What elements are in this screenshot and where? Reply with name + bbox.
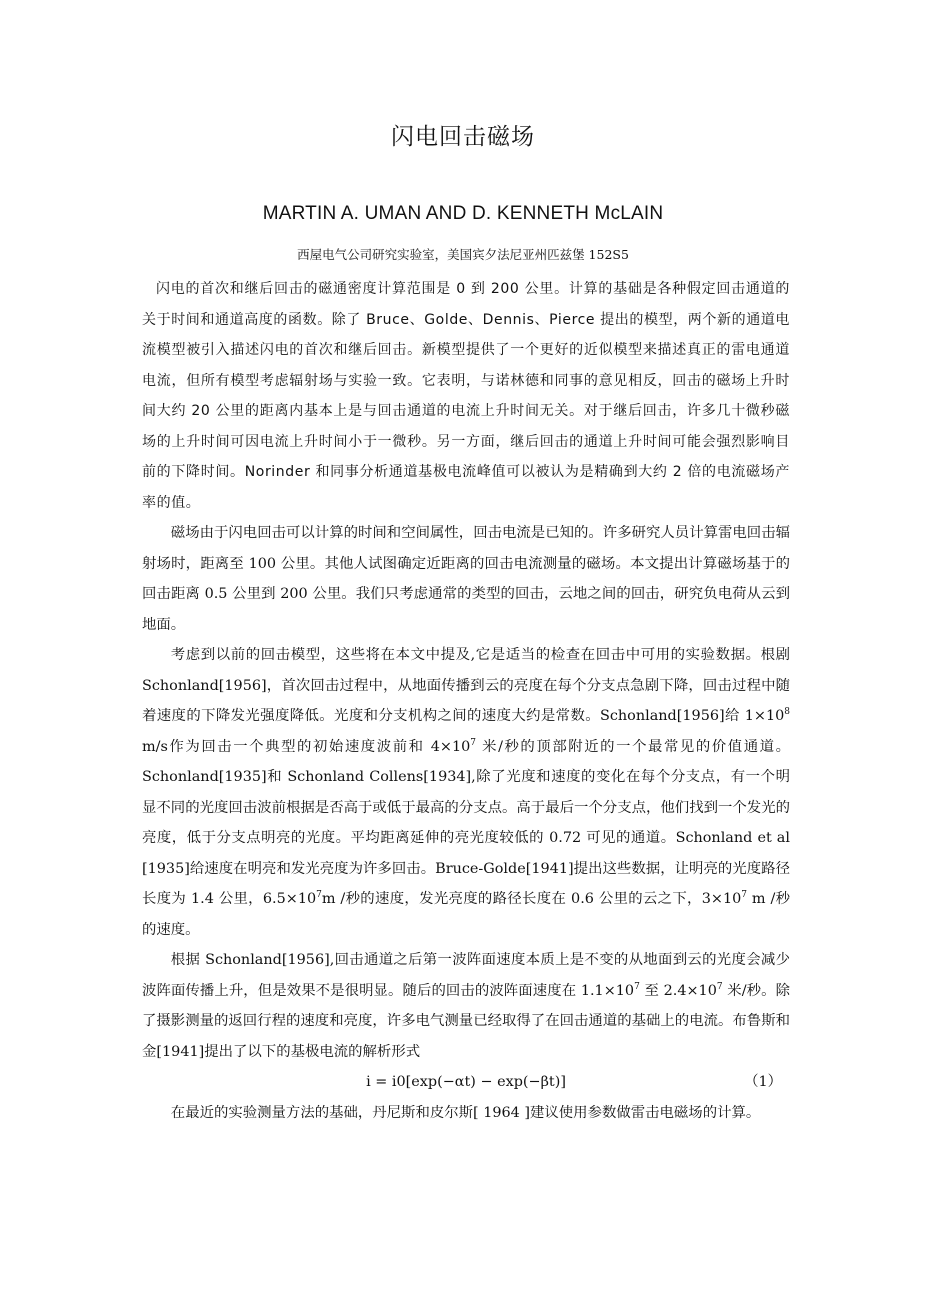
equation-text: i = i0[exp(−αt) − exp(−βt)] xyxy=(366,1074,566,1090)
author-affiliation: 西屋电气公司研究实验室，美国宾夕法尼亚州匹兹堡 152S5 xyxy=(297,247,629,262)
paper-body xyxy=(142,274,790,1128)
paper-authors: MARTIN A. UMAN AND D. KENNETH McLAIN xyxy=(262,203,664,224)
body-paragraph-3: 根据 Schonland[1956],回击通道之后第一波阵面速度本质上是不变的从地面到云的光度会减少波阵面传播上升，但是效果不是很明显。随后的回击的波阵面速度在 $1.1\times 10^7$ 至 $2.4\times 10^7$ 米/秒。除了摄影测量的返回行程的速度和亮度，许多电气测量已经取得了在回击通道的基础上的电流。布鲁斯和金[1941]提出了以下的基极电流的解析形式 xyxy=(142,952,790,1060)
paper-title: 闪电回击磁场 xyxy=(391,124,535,150)
equation-1 xyxy=(142,1067,790,1098)
body-paragraph-1: 磁场由于闪电回击可以计算的时间和空间属性，回击电流是已知的。许多研究人员计算雷电回击辐射场时，距离至 100 公里。其他人试图确定近距离的回击电流测量的磁场。本文提出计算磁场基于的回击距离 0.5 公里到 200 公里。我们只考虑通常的类型的回击，云地之间的回击，研究负电荷从云到地面。 xyxy=(142,525,790,633)
abstract-paragraph: 闪电的首次和继后回击的磁通密度计算范围是 0 到 200 公里。计算的基础是各种假定回击通道的关于时间和通道高度的函数。除了 Bruce、Golde、Dennis、Pierce 提出的模型，两个新的通道电流模型被引入描述闪电的首次和继后回击。新模型提供了一个更好的近似模型来描述真正的雷电通道电流，但所有模型考虑辐射场与实验一致。它表明，与诺林德和同事的意见相反，回击的磁场上升时间大约 20 公里的距离内基本上是与回击通道的电流上升时间无关。对于继后回击，许多几十微秒磁场的上升时间可因电流上升时间小于一微秒。另一方面，继后回击的通道上升时间可能会强烈影响目前的下降时间。Norinder 和同事分析通道基极电流峰值可以被认为是精确到大约 2 倍的电流磁场产率的值。 xyxy=(142,281,790,511)
body-paragraph-2: 考虑到以前的回击模型，这些将在本文中提及,它是适当的检查在回击中可用的实验数据。根剧 Schonland[1956]，首次回击过程中，从地面传播到云的亮度在每个分支点急剧下降，回击过程中随着速度的下降发光强度降低。光度和分支机构之间的速度大约是常数。Schonland[1956]给 $1\times 10^8$ m/s作为回击一个典型的初始速度波前和 $4\times 10^7$ 米/秒的顶部附近的一个最常见的价值通道。Schonland[1935]和 Schonland Collens[1934],除了光度和速度的变化在每个分支点，有一个明显不同的光度回击波前根据是否高于或低于最高的分支点。高于最后一个分支点，他们找到一个发光的亮度，低于分支点明亮的光度。平均距离延伸的亮光度较低的 0.72 可见的通道。Schonland et al [1935]给速度在明亮和发光亮度为许多回击。Bruce-Golde[1941]提出这些数据，让明亮的光度路径长度为 1.4 公里，$6.5\times 10^7m$ /秒的速度，发光亮度的路径长度在 0.6 公里的云之下，$3\times 10^7$ m /秒的速度。 xyxy=(142,647,790,938)
body-paragraph-4: 在最近的实验测量方法的基础，丹尼斯和皮尔斯[ 1964 ]建议使用参数做雷击电磁场的计算。 xyxy=(170,1104,761,1121)
equation-number: （1） xyxy=(744,1074,782,1090)
